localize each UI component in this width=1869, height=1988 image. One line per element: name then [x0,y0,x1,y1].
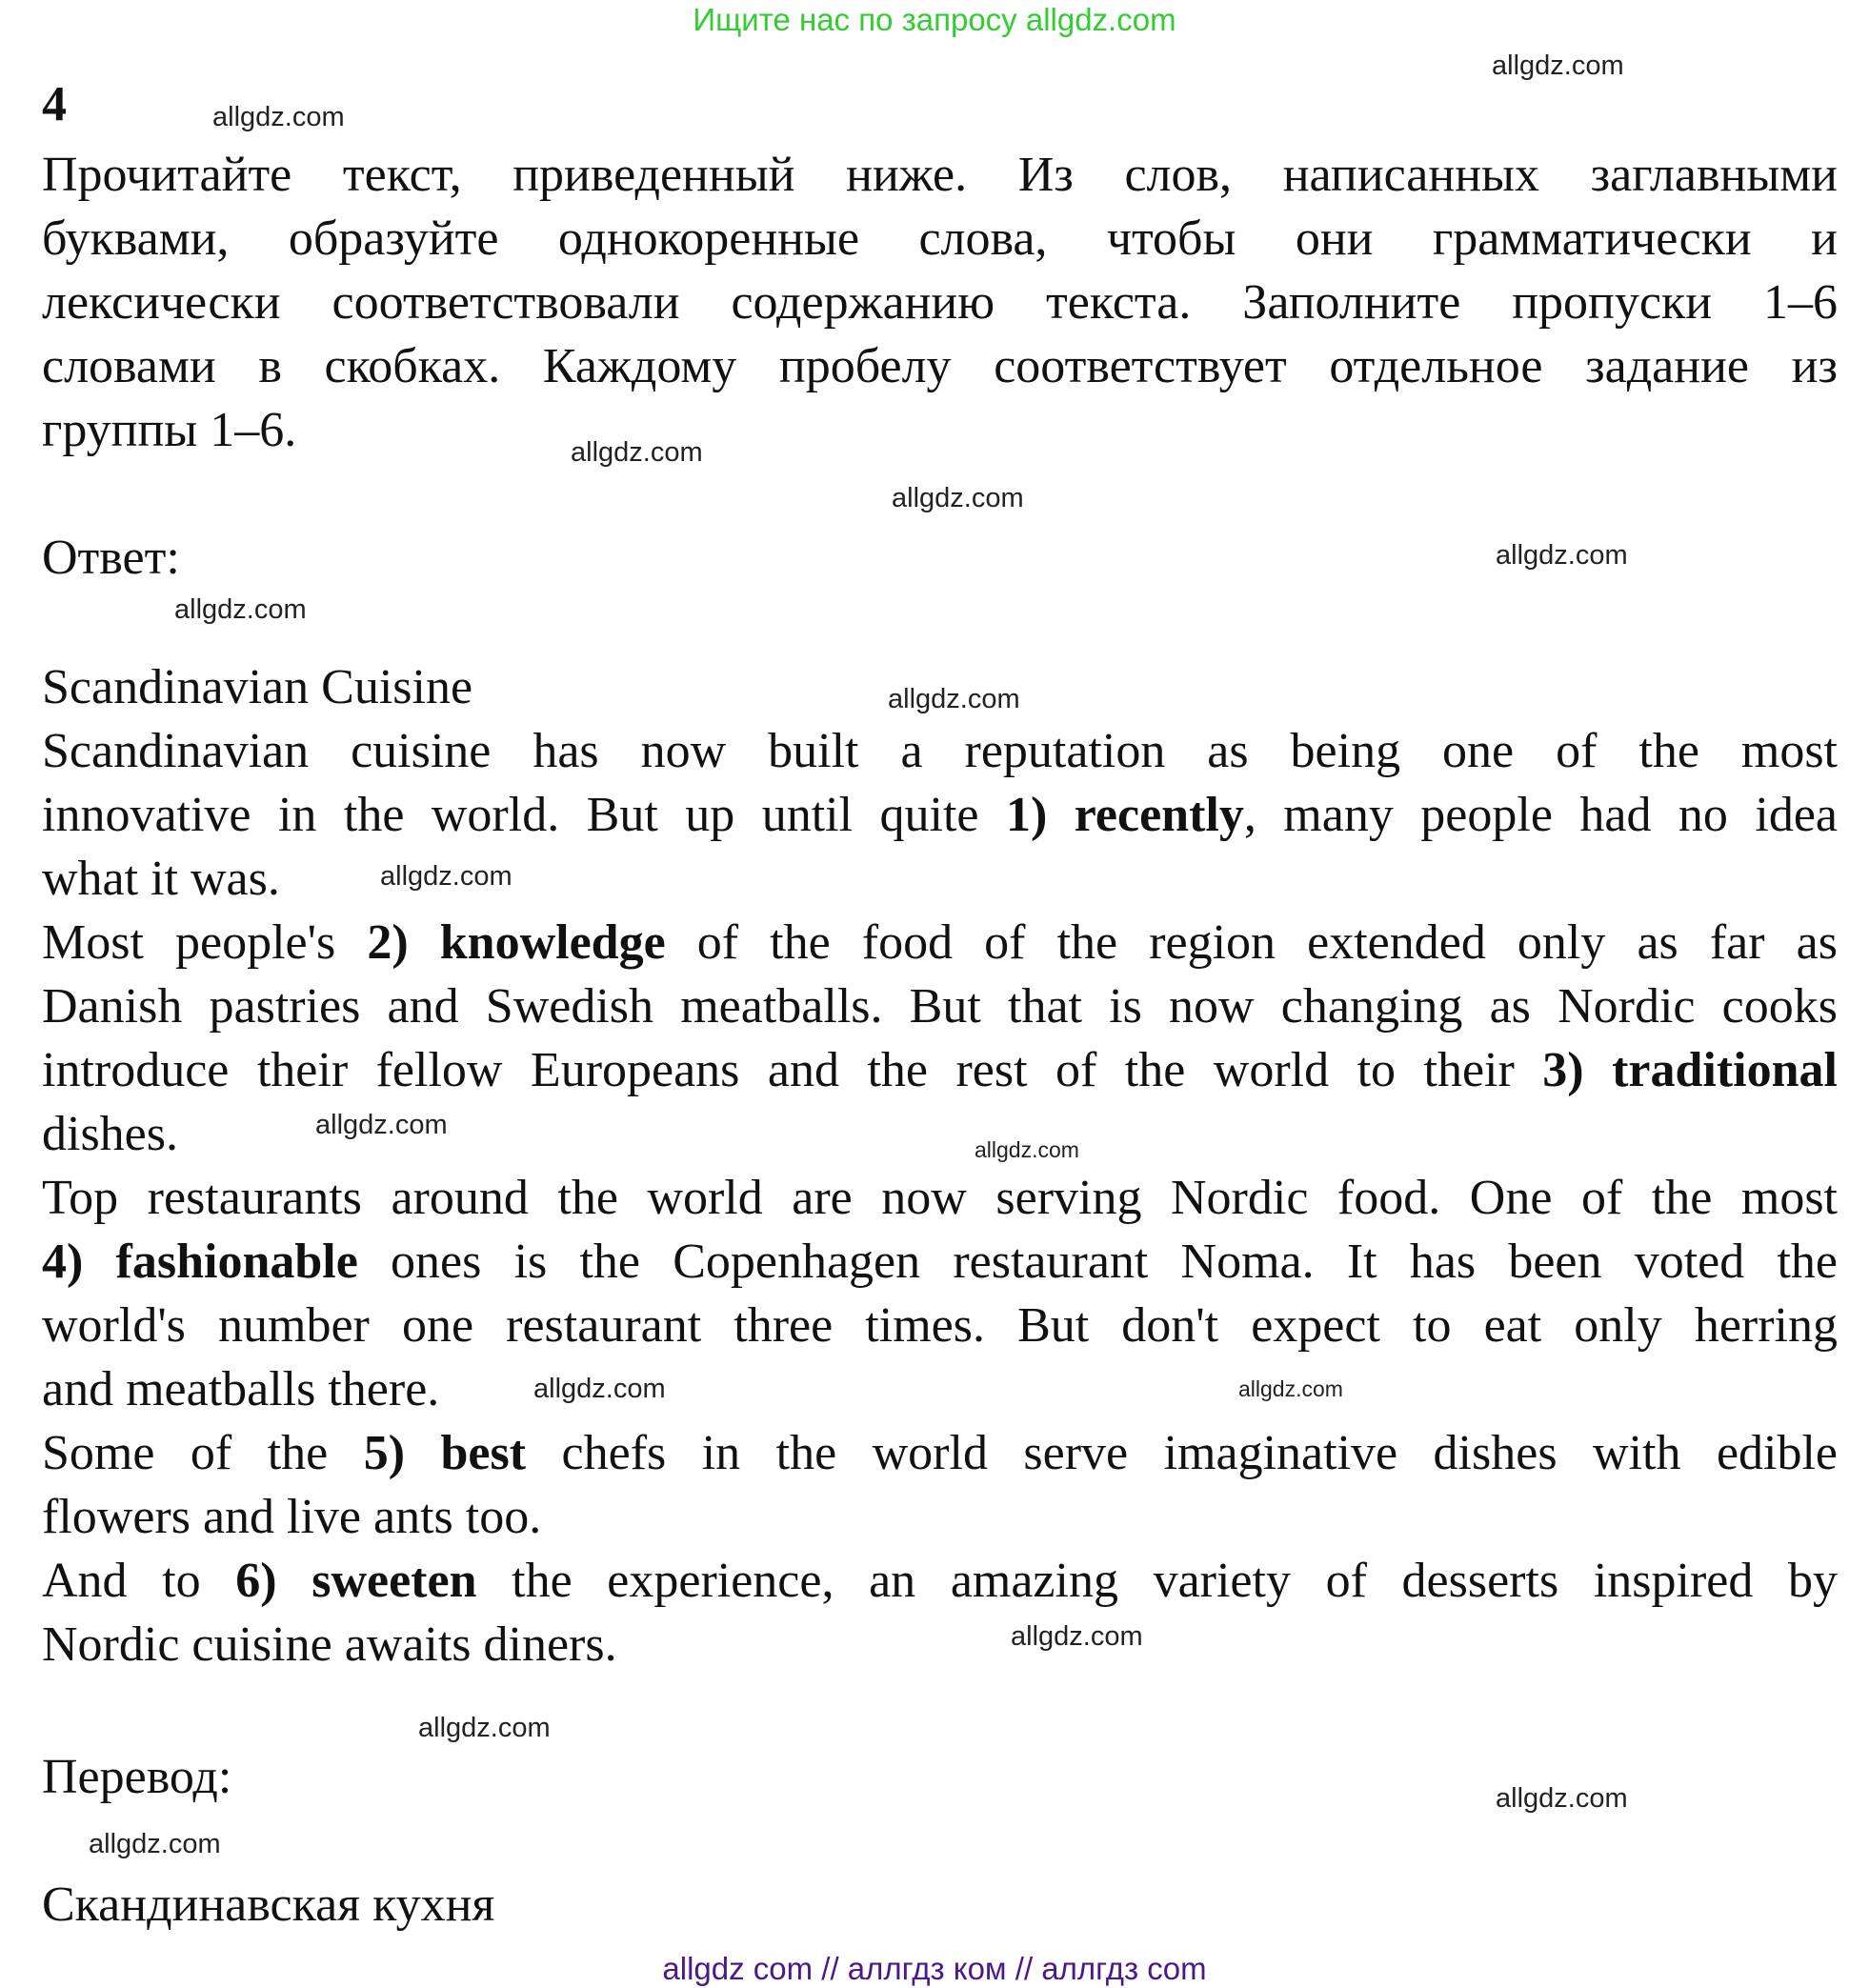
answer-word: 4) fashionable [42,1235,358,1289]
text-title: Scandinavian Cuisine [42,660,473,714]
text-segment: the experience, an amazing variety of desserts inspired by [476,1554,1838,1608]
instruction-line: словами в скобках. Каждому пробелу соответствует отдельное задание из [42,339,1838,393]
text-segment: dishes. [42,1107,178,1161]
paragraph-line [42,1230,1838,1294]
answer-label: Ответ: [42,531,180,585]
watermark: allgdz.com [89,1829,221,1859]
text-segment: of the food of the region extended only as far as [665,915,1838,970]
paragraph-line [42,1613,617,1677]
watermark: allgdz.com [1492,50,1624,81]
translation-title-block [42,1873,1838,1937]
paragraph-line [42,974,1838,1038]
paragraph-line [42,911,1838,974]
translation-title: Скандинавская кухня [42,1878,495,1932]
text-segment: innovative in the world. But up until quite [42,788,1006,842]
answer-word: 3) traditional [1542,1043,1838,1097]
text-segment: And to [42,1554,236,1608]
watermark: allgdz.com [892,483,1024,513]
paragraph-line [42,1357,439,1421]
paragraph-line [42,1549,1838,1613]
text-segment: Top restaurants around the world are now serving Nordic food. One of the most [42,1171,1838,1225]
answer-word: 6) sweeten [235,1554,477,1608]
watermark: allgdz.com [571,437,703,468]
top-search-banner: Ищите нас по запросу allgdz.com [693,2,1176,37]
answer-word: 1) recently [1005,788,1244,842]
text-segment: world's number one restaurant three times. But don't expect to eat only herring [42,1298,1838,1353]
text-segment: , many people had no idea [1243,788,1838,842]
paragraph-line [42,1102,178,1166]
english-text [42,655,1838,1677]
watermark: allgdz.com [418,1713,551,1743]
task-number: 4 [42,77,67,131]
watermark: allgdz.com [174,594,307,625]
watermark: allgdz.com [888,684,1020,714]
instruction-line: Прочитайте текст, приведенный ниже. Из слов, написанных заглавными [42,148,1838,202]
text-segment: Danish pastries and Swedish meatballs. But that is now changing as Nordic cooks [42,979,1838,1034]
answer-word: 5) best [363,1426,527,1480]
text-segment: ones is the Copenhagen restaurant Noma. It has been voted the [357,1235,1838,1289]
paragraph-line [42,719,1838,783]
answer-word: 2) knowledge [367,915,666,970]
paragraph-line [42,847,280,911]
watermark: allgdz.com [315,1110,448,1140]
instruction-line: буквами, образуйте однокоренные слова, чтобы они грамматически и [42,211,1838,266]
watermark: allgdz.com [1496,1783,1628,1814]
translation-label: Перевод: [42,1750,232,1804]
paragraph-line [42,1038,1838,1102]
paragraph-line [42,1485,541,1549]
text-segment: introduce their fellow Europeans and the rest of the world to their [42,1043,1543,1097]
text-segment: Some of the [42,1426,364,1480]
text-segment: chefs in the world serve imaginative dishes with edible [526,1426,1838,1480]
text-segment: flowers and live ants too. [42,1490,542,1544]
task-instruction [42,143,1838,462]
paragraph-line [42,1421,1838,1485]
text-segment: Scandinavian cuisine has now built a reputation as being one of the most [42,724,1838,778]
footer-banner: allgdz com // аллгдз ком // аллгдз com [662,1951,1207,1986]
paragraph-line [42,1166,1838,1230]
paragraph-line [42,1294,1838,1357]
text-segment: what it was. [42,852,280,906]
instruction-line: группы 1–6. [42,403,297,457]
watermark: allgdz.com [212,102,345,132]
text-segment: Nordic cuisine awaits diners. [42,1617,617,1672]
watermark: allgdz.com [1238,1376,1343,1401]
instruction-line: лексически соответствовали содержанию текста. Заполните пропуски 1–6 [42,275,1838,330]
watermark: allgdz.com [1011,1621,1143,1652]
watermark: allgdz.com [380,861,512,892]
paragraph-line [42,783,1838,847]
watermark: allgdz.com [533,1374,666,1404]
text-segment: and meatballs there. [42,1362,440,1416]
text-segment: Most people's [42,915,368,970]
watermark: allgdz.com [1496,540,1628,571]
watermark: allgdz.com [975,1137,1079,1162]
